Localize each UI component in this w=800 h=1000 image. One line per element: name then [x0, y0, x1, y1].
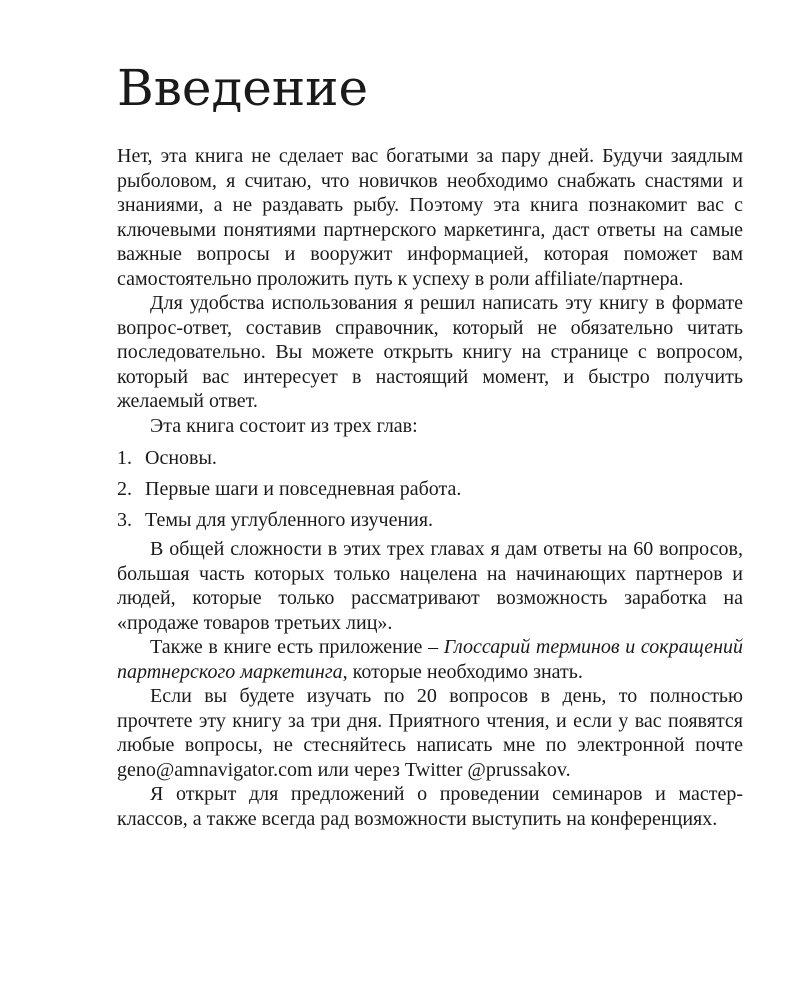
- list-item-number: 3.: [117, 509, 132, 531]
- list-item-text: Основы.: [145, 447, 217, 469]
- list-item: [117, 477, 743, 502]
- list-item: [117, 446, 743, 471]
- page-body: [117, 144, 743, 831]
- list-item-text: Темы для углубленного изучения.: [145, 509, 434, 531]
- paragraph-questions: В общей сложности в этих трех главах я дам ответы на 60 вопросов, большая часть которых только нацелена на начинающих партнеров и людей, которые только рассматривают возможность заработка на «продаже товаров третьих лиц».: [117, 538, 743, 634]
- paragraph-contact: Если вы будете изучать по 20 вопросов в день, то полностью прочтете эту книгу за три дня. Приятного чтения, и если у вас появятся любые вопросы, не стесняйтесь написать мне по электронной почте geno@amnavigator.com или через Twitter @prussakov.: [117, 685, 743, 781]
- paragraph-appendix: [117, 635, 743, 684]
- appendix-text-before: Также в книге есть приложение –: [150, 636, 444, 658]
- list-item: [117, 508, 743, 533]
- paragraph-format: Для удобства использования я решил написать эту книгу в формате вопрос-ответ, составив справочник, который не обязательно читать последовательно. Вы можете открыть книгу на странице с вопросом, который вас интересует в настоящий момент, и быстро получить желаемый ответ.: [117, 292, 743, 412]
- list-item-number: 1.: [117, 447, 132, 469]
- page-title: Введение: [117, 59, 369, 117]
- list-item-text: Первые шаги и повседневная работа.: [145, 478, 462, 500]
- appendix-text-after: , которые необходимо знать.: [342, 660, 583, 683]
- chapter-list: [117, 446, 743, 533]
- paragraph-seminars: Я открыт для предложений о проведении семинаров и мастер-классов, а также всегда рад возможности выступить на конференциях.: [117, 783, 743, 830]
- paragraph-chapters-intro: Эта книга состоит из трех глав:: [150, 414, 418, 437]
- appendix-glossary-title: Глоссарий терминов и сокращений партнерского маркетинга: [117, 636, 743, 683]
- list-item-number: 2.: [117, 478, 132, 500]
- paragraph-intro: Нет, эта книга не сделает вас богатыми за пару дней. Будучи заядлым рыболовом, я считаю, что новичков необходимо снабжать снастями и знаниями, а не раздавать рыбу. Поэтому эта книга познакомит вас с ключевыми понятиями партнерского маркетинга, даст ответы на самые важные вопросы и вооружит информацией, которая поможет вам самостоятельно проложить путь к успеху в роли affiliate/партнера.: [117, 145, 743, 290]
